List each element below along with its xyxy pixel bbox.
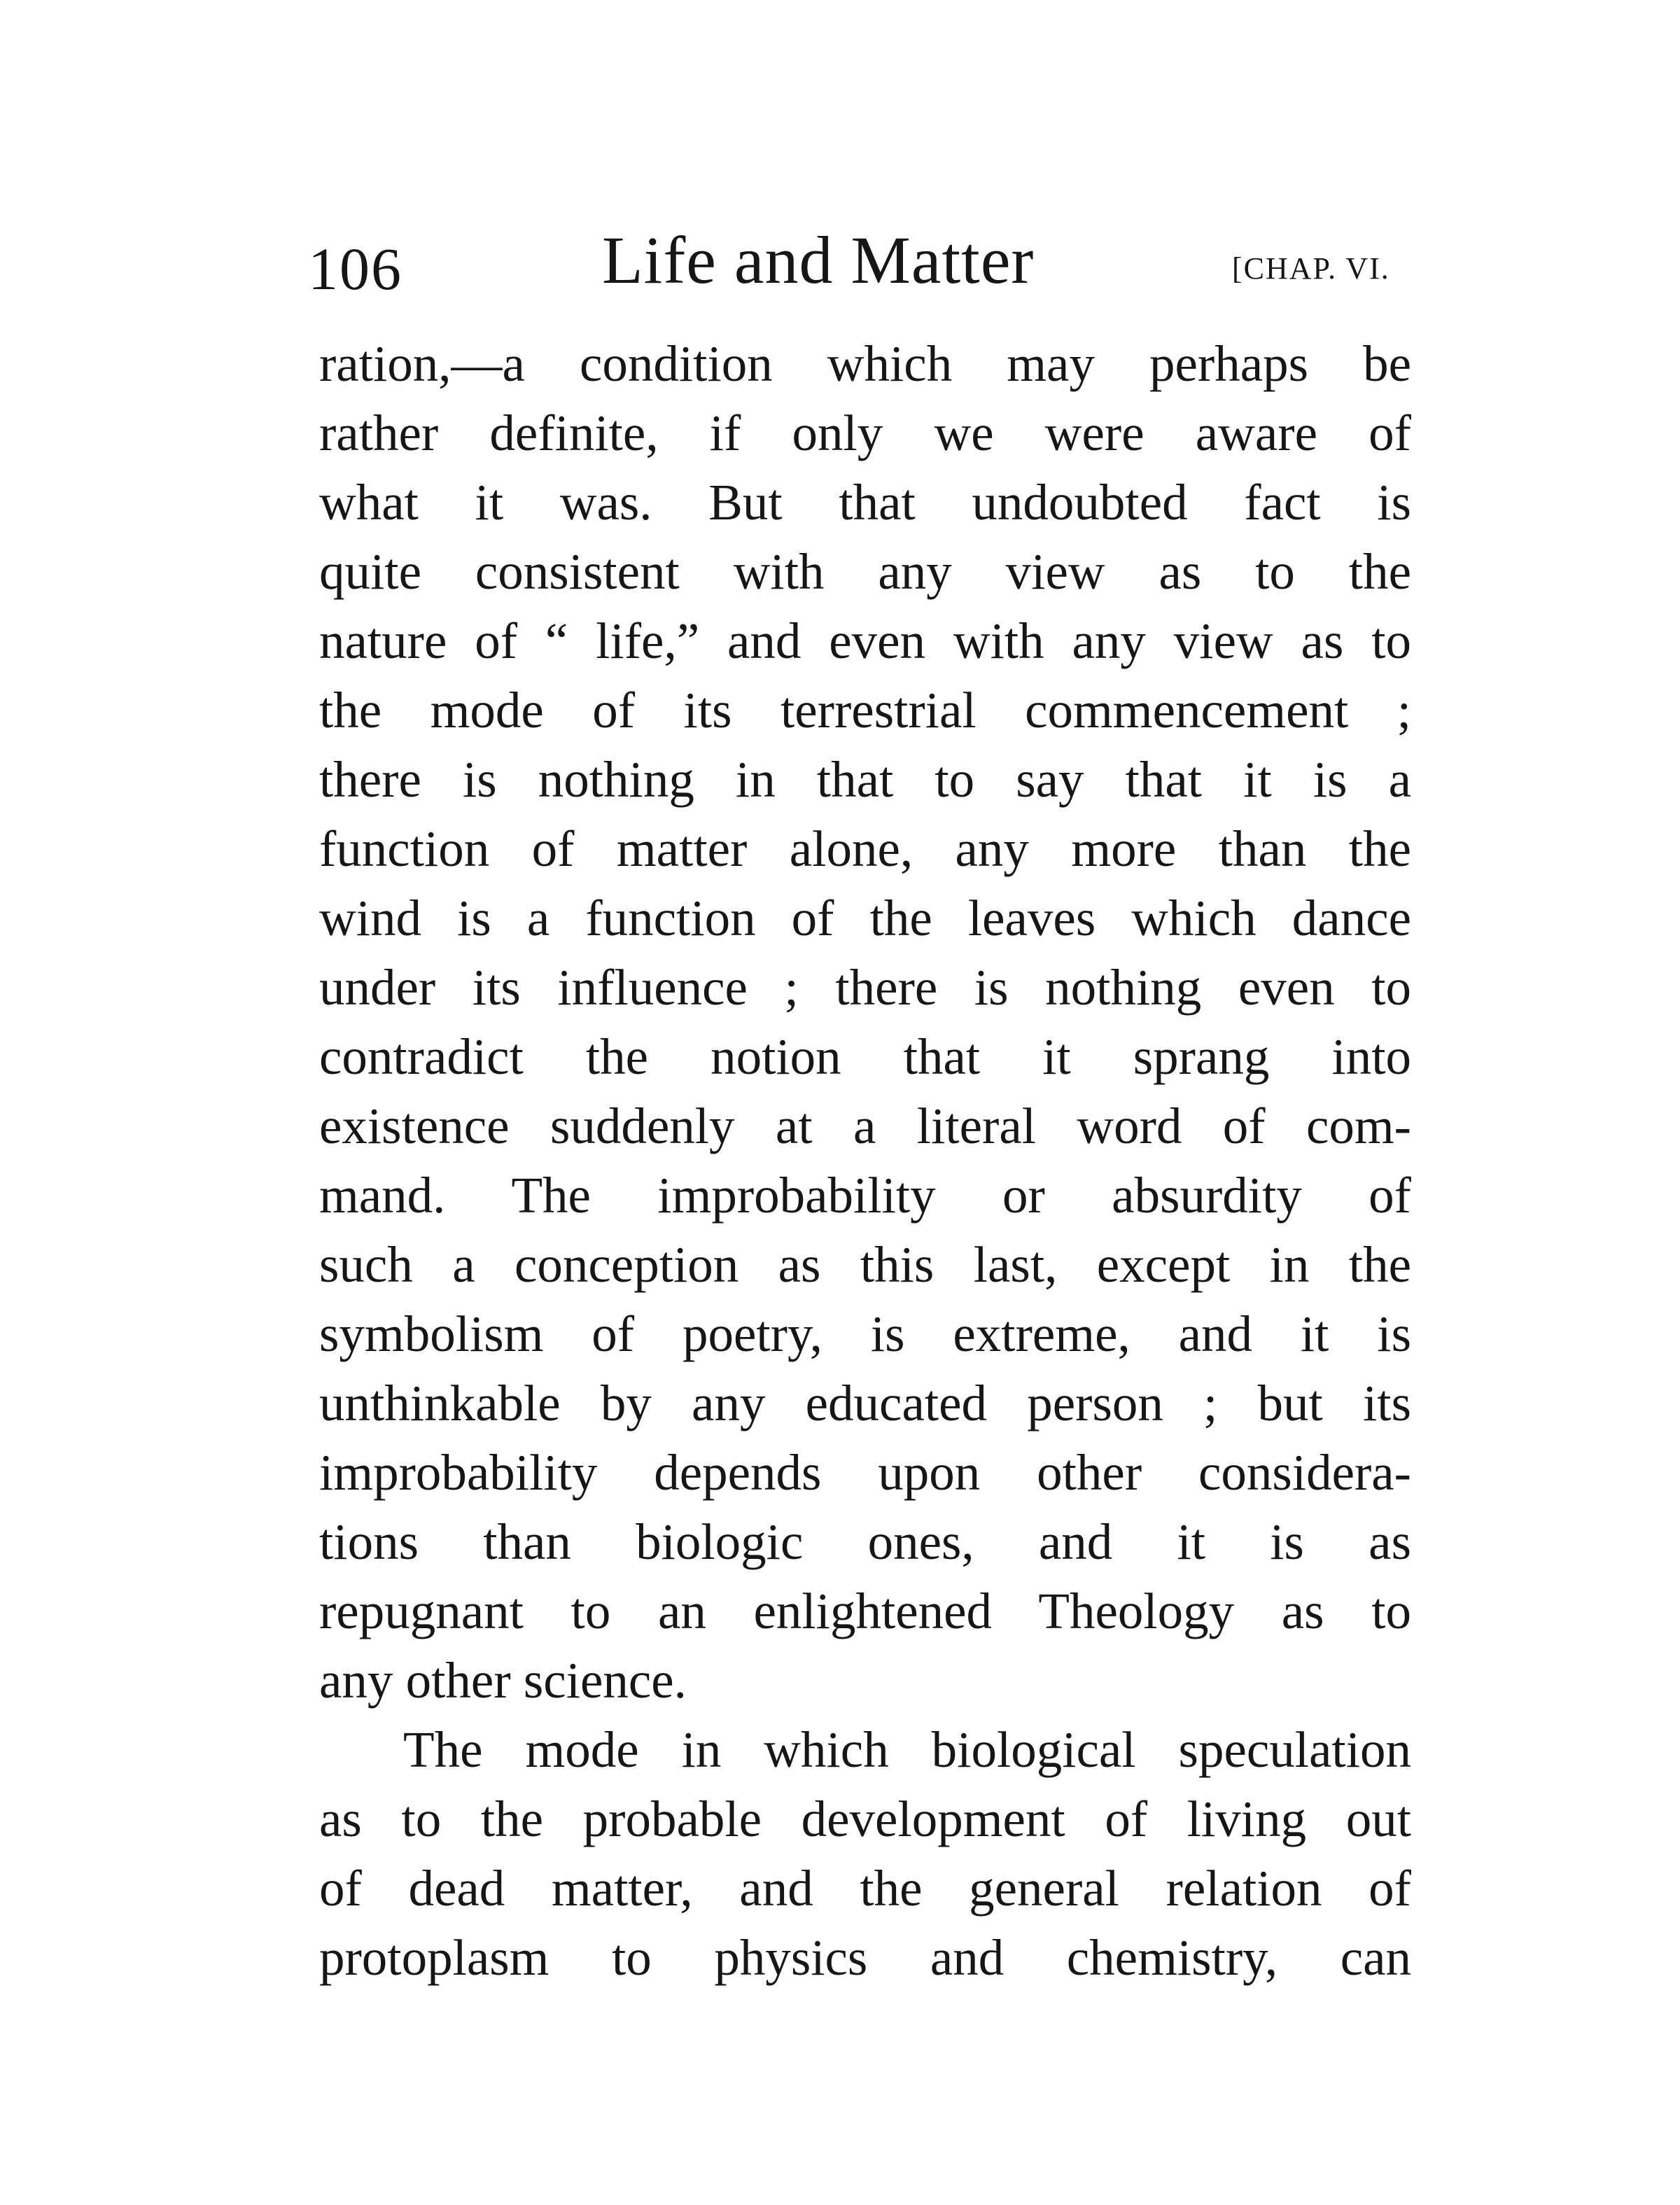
text-line: there is nothing in that to say that it is a bbox=[319, 751, 1411, 808]
page-header bbox=[308, 210, 1414, 322]
text-line: improbability depends upon other considera- bbox=[319, 1444, 1411, 1501]
text-line: such a conception as this last, except in the bbox=[319, 1236, 1411, 1293]
text-line: protoplasm to physics and chemistry, can bbox=[319, 1929, 1411, 1986]
text-line: any other science. bbox=[319, 1652, 687, 1709]
text-line: what it was. But that undoubted fact is bbox=[319, 474, 1411, 531]
running-title: Life and Matter bbox=[602, 223, 1035, 298]
text-line: wind is a function of the leaves which dance bbox=[319, 890, 1411, 946]
text-line: quite consistent with any view as to the bbox=[319, 543, 1411, 600]
page-number: 106 bbox=[308, 235, 402, 302]
body-text bbox=[319, 329, 1411, 1992]
text-line: of dead matter, and the general relation of bbox=[319, 1860, 1411, 1917]
text-line: ration,—a condition which may perhaps be bbox=[319, 335, 1411, 392]
text-line: symbolism of poetry, is extreme, and it is bbox=[319, 1306, 1411, 1362]
text-line: repugnant to an enlightened Theology as to bbox=[319, 1583, 1411, 1639]
text-line: tions than biologic ones, and it is as bbox=[319, 1513, 1411, 1570]
text-line: contradict the notion that it sprang into bbox=[319, 1028, 1411, 1085]
text-line: under its influence ; there is nothing even to bbox=[319, 959, 1411, 1016]
text-line: existence suddenly at a literal word of com- bbox=[319, 1098, 1411, 1154]
text-line: function of matter alone, any more than the bbox=[319, 820, 1411, 877]
text-line: nature of “ life,” and even with any view as to bbox=[319, 612, 1411, 669]
text-line: rather definite, if only we were aware of bbox=[319, 405, 1411, 461]
text-line: as to the probable development of living out bbox=[319, 1791, 1411, 1847]
text-line: unthinkable by any educated person ; but its bbox=[319, 1375, 1411, 1432]
text-line: The mode in which biological speculation bbox=[403, 1721, 1411, 1778]
paragraph-1 bbox=[319, 329, 1411, 1715]
text-line: mand. The improbability or absurdity of bbox=[319, 1167, 1411, 1224]
chapter-reference: [CHAP. VI. bbox=[1232, 251, 1390, 286]
paragraph-2 bbox=[319, 1715, 1411, 1992]
text-line: the mode of its terrestrial commencement ; bbox=[319, 682, 1411, 738]
